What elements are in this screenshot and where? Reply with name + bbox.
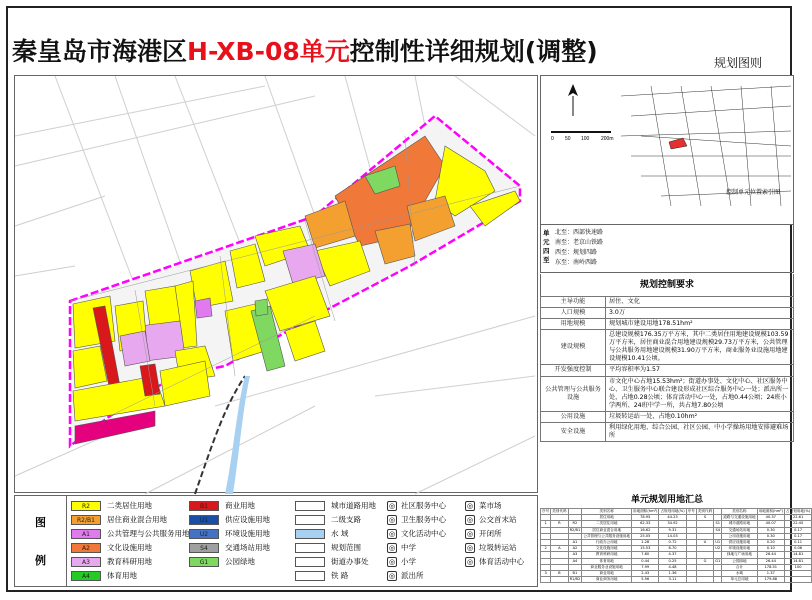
- scale-label-3: 200m: [601, 136, 614, 142]
- summary-cell: 0.25: [659, 558, 686, 564]
- unit-boundaries: [540, 225, 794, 273]
- legend-label: 环境设施用地: [225, 529, 270, 538]
- summary-cell: 9.31: [659, 527, 686, 533]
- legend-label: 规划范围: [331, 543, 361, 552]
- summary-cell: 0.11: [785, 540, 812, 546]
- summary-cell: 环境设施用地: [722, 546, 757, 552]
- summary-cell: 22.61: [785, 515, 812, 521]
- requirement-key: 开发强度控制: [541, 365, 606, 376]
- legend-label: 水 域: [331, 529, 349, 538]
- requirement-row: [541, 319, 794, 330]
- summary-cell: 1.37: [757, 571, 784, 577]
- summary-cell: 0.20: [757, 540, 784, 546]
- summary-cell: 用地面积(hm²): [633, 509, 658, 513]
- summary-cell: [714, 577, 722, 583]
- scale-label-2: 100: [581, 136, 590, 142]
- legend-swatch: [295, 557, 325, 567]
- requirement-value: 规划城市建设用地178.51hm²: [606, 319, 794, 330]
- summary-cell: 7.80: [632, 552, 659, 558]
- summary-cell: 25.05: [632, 533, 659, 539]
- legend-label: 城市道路用地: [331, 501, 376, 510]
- summary-cell: A1: [568, 540, 582, 546]
- summary-cell: S4: [715, 527, 721, 532]
- summary-cell: 水域: [722, 571, 757, 577]
- title-prefix: 秦皇岛市海港区: [12, 37, 188, 66]
- requirement-value: 居住、文化: [606, 297, 794, 308]
- title-highlight: H-XB-08单元: [187, 37, 350, 66]
- requirements-table: [540, 296, 794, 442]
- boundary-east: 东至：南岭西路: [555, 259, 598, 266]
- summary-cell: 居住商业混合用地: [582, 527, 632, 533]
- facility-symbol-icon: ◎: [388, 572, 396, 580]
- summary-cell: R1/B2: [569, 577, 581, 582]
- summary-cell: 序号: [542, 509, 550, 513]
- summary-cell: R: [551, 521, 568, 527]
- summary-cell: 1: [541, 521, 551, 527]
- summary-cell: 0.06: [785, 546, 812, 552]
- summary-cell: 0.17: [785, 533, 812, 539]
- requirement-key: 建设规模: [541, 330, 606, 365]
- facility-symbol-icon: ◎: [466, 530, 474, 538]
- summary-cell: 2: [541, 546, 551, 552]
- summary-cell: 绿地与广场用地: [722, 552, 757, 558]
- summary-cell: 行政办公用地: [582, 540, 632, 546]
- summary-cell: 4.48: [659, 564, 686, 570]
- summary-cell: 道路与交通设施用地: [723, 515, 756, 520]
- facility-label: 菜市场: [479, 501, 502, 510]
- requirement-row: [541, 297, 794, 308]
- summary-cell: 0.30: [757, 527, 784, 533]
- unit-location-marker: [669, 138, 687, 149]
- summary-cell: 26.44: [757, 558, 784, 564]
- legend-swatch: A3: [71, 557, 101, 567]
- requirement-key: 公用设施: [541, 411, 606, 422]
- parcel-r2[interactable]: [145, 286, 180, 326]
- summary-cell: 供应设施用地: [722, 540, 757, 546]
- summary-cell: [785, 577, 812, 583]
- requirement-row: [541, 422, 794, 441]
- boundary-south: 南至：老京山铁路: [555, 239, 604, 246]
- summary-cell: 商业商务用地: [582, 577, 632, 583]
- facility-symbol-icon: ◎: [388, 558, 396, 566]
- legend-swatch: S4: [189, 543, 219, 553]
- facility-label: 中学: [401, 543, 416, 552]
- legend-label: 街道办事处: [331, 557, 369, 566]
- facility-label: 开闭所: [479, 529, 502, 538]
- summary-cell: 商业用地: [582, 571, 632, 577]
- summary-cell: 序号: [687, 509, 695, 513]
- requirement-key: 人口规模: [541, 308, 606, 319]
- summary-cell: 14.03: [659, 533, 686, 539]
- title-suffix: 控制性详细规划(调整): [349, 37, 598, 66]
- requirement-key: 公共管理与公共服务设施: [541, 376, 606, 411]
- legend-swatch: [295, 501, 325, 511]
- legend-side-bottom: 例: [35, 554, 46, 567]
- summary-cell: 教育科研用地: [582, 552, 632, 558]
- summary-cell: G: [696, 558, 713, 564]
- facility-label: 垃圾转运站: [479, 543, 517, 552]
- parcel-a3-school[interactable]: [120, 331, 150, 366]
- requirement-value: 市文化中心占地15.53hm²；街道办事处、文化中心、社区服务中心、卫生服务中心联合建设形成社区综合服务中心一处；派出所一处，占地0.28公顷；体育活动中心一处，占地0.44公顷；24班小学两所、24班中学一所，共占地7.80公顷: [606, 376, 794, 411]
- summary-cell: U: [696, 540, 713, 546]
- legend: [14, 495, 538, 587]
- legend-swatch: A2: [71, 543, 101, 553]
- legend-label: 教育科研用地: [107, 557, 152, 566]
- summary-cell: 类别代码: [552, 509, 567, 513]
- legend-label: 铁 路: [331, 571, 349, 580]
- summary-cell: 居住用地: [582, 515, 632, 521]
- summary-cell: B: [551, 571, 568, 577]
- legend-label: 居住商业混合用地: [107, 515, 167, 524]
- legend-swatch: [295, 529, 325, 539]
- summary-cell: 14.81: [785, 558, 812, 564]
- requirement-value: 平均容积率为1.57: [606, 365, 794, 376]
- summary-cell: U2: [715, 546, 721, 551]
- requirement-key: 安全设施: [541, 422, 606, 441]
- requirement-value: 总建设规模176.35万平方米，其中二类居住用地建设规模103.59万平方米，居住商业混合用地建设规模29.73万平方米，公共管理与公共服务用地建设规模31.90万平方米，商业服务业设施用地建设规模10.41公顷。: [606, 330, 794, 365]
- legend-swatch: [295, 543, 325, 553]
- requirement-value: 利用绿化用地、综合公园、社区公园、中小学操场用地安排避难场所: [606, 422, 794, 441]
- summary-cell: [686, 577, 696, 583]
- facility-symbol-icon: ◎: [388, 544, 396, 552]
- summary-cell: 40.37: [757, 515, 784, 521]
- summary-cell: 34.92: [659, 521, 686, 527]
- summary-cell: B1: [568, 571, 582, 577]
- facility-symbol-icon: ◎: [466, 516, 474, 524]
- facility-label: 体育活动中心: [479, 557, 524, 566]
- summary-cell: 商业服务业设施用地: [582, 564, 632, 570]
- summary-cell: A4: [568, 558, 582, 564]
- summary-cell: [551, 577, 568, 583]
- water-body: [225, 376, 250, 494]
- summary-cell: 16.62: [632, 527, 659, 533]
- summary-cell: 44.23: [659, 515, 686, 521]
- facility-symbol-icon: ◎: [388, 530, 396, 538]
- summary-cell: 3.11: [659, 577, 686, 583]
- boundary-west: 西至：规划四路: [555, 249, 598, 256]
- summary-cell: 2.43: [632, 571, 659, 577]
- requirement-row: [541, 376, 794, 411]
- summary-cell: 公共管理与公共服务设施用地: [583, 533, 631, 538]
- summary-cell: 100: [785, 564, 812, 570]
- summary-cell: 占规划用地(%): [660, 509, 685, 513]
- summary-cell: 公园绿地: [722, 558, 757, 564]
- summary-cell: 类别名称: [582, 509, 632, 515]
- legend-label: 二类居住用地: [107, 501, 152, 510]
- summary-cell: A: [551, 546, 568, 552]
- facility-label: 小学: [401, 557, 416, 566]
- requirement-value: 3.0万: [606, 308, 794, 319]
- legend-swatch: B1: [189, 501, 219, 511]
- summary-cell: A2: [568, 546, 582, 552]
- summary-cell: 78.95: [632, 515, 659, 521]
- scale-label-1: 50: [565, 136, 571, 142]
- legend-swatch: A4: [71, 571, 101, 581]
- summary-cell: 179.88: [757, 577, 784, 583]
- summary-cell: [541, 577, 551, 583]
- summary-cell: 合计: [722, 564, 757, 570]
- summary-cell: 14.81: [785, 552, 812, 558]
- legend-label: 二级支路: [331, 515, 361, 524]
- summary-cell: 62.33: [632, 521, 659, 527]
- summary-cell: 单元总用地: [722, 577, 757, 583]
- summary-cell: U1: [715, 540, 721, 545]
- legend-label: 文化设施用地: [107, 543, 152, 552]
- summary-cell: 5.56: [632, 577, 659, 583]
- plan-map-svg: [15, 76, 539, 494]
- legend-swatch: [295, 515, 325, 525]
- boundaries-side-label: 单元四至: [543, 229, 550, 264]
- summary-cell: 0.17: [785, 527, 812, 533]
- legend-swatch: R2: [71, 501, 101, 511]
- summary-cell: S: [696, 515, 713, 521]
- parcel-g1-park[interactable]: [255, 299, 268, 316]
- summary-cell: 城市道路用地: [722, 521, 757, 527]
- summary-cell: S1: [715, 521, 721, 526]
- legend-side: [15, 496, 67, 586]
- summary-cell: 0.72: [659, 540, 686, 546]
- requirement-key: 用地规模: [541, 319, 606, 330]
- summary-cell: 占规划用地(%): [786, 509, 811, 513]
- parcel-a1-admin[interactable]: [195, 298, 212, 318]
- legend-label: 体育用地: [107, 571, 137, 580]
- requirement-row: [541, 411, 794, 422]
- requirement-row: [541, 365, 794, 376]
- facility-symbol-icon: ◎: [388, 516, 396, 524]
- summary-cell: 用地面积(hm²): [758, 509, 784, 513]
- requirement-key: 主导功能: [541, 297, 606, 308]
- scale-label-0: 0: [551, 136, 554, 142]
- facility-label: 公交首末站: [479, 515, 517, 524]
- summary-cell: 15.53: [632, 546, 659, 552]
- legend-label: 商业用地: [225, 501, 255, 510]
- summary-cell: A3: [568, 552, 582, 558]
- info-panel: [540, 75, 811, 585]
- legend-swatch: G1: [189, 557, 219, 567]
- boundary-north: 北至：西部快速路: [555, 229, 604, 236]
- summary-cell: 0.44: [632, 558, 659, 564]
- requirement-value: 垃圾转运站一处，占地0.10hm²: [606, 411, 794, 422]
- summary-cell: 4.37: [659, 552, 686, 558]
- summary-cell: 交通场站用地: [722, 527, 757, 533]
- facility-label: 派出所: [401, 571, 424, 580]
- facility-label: 社区服务中心: [401, 501, 446, 510]
- summary-cell: 体育用地: [582, 558, 632, 564]
- facility-symbol-icon: ◎: [466, 558, 474, 566]
- requirement-row: [541, 330, 794, 365]
- legend-side-top: 图: [35, 516, 46, 529]
- summary-cell: 0.30: [757, 533, 784, 539]
- legend-swatch: A1: [71, 529, 101, 539]
- requirements-title: 规划控制要求: [540, 274, 794, 296]
- inset-caption: 控制单元位置索引图: [726, 190, 781, 196]
- summary-cell: 22.45: [785, 521, 812, 527]
- legend-swatch: [295, 571, 325, 581]
- inset-roads: [621, 86, 791, 206]
- summary-cell: 178.51: [757, 564, 784, 570]
- summary-cell: 二类居住用地: [582, 521, 632, 527]
- summary-cell: 文化设施用地: [582, 546, 632, 552]
- facility-label: 卫生服务中心: [401, 515, 446, 524]
- facility-symbol-icon: ◎: [388, 502, 396, 510]
- summary-cell: 7.99: [632, 564, 659, 570]
- summary-cell: [696, 577, 713, 583]
- summary-cell: 0.10: [757, 546, 784, 552]
- page-title: [12, 32, 598, 68]
- summary-cell: 1.36: [659, 571, 686, 577]
- land-summary-table: [540, 508, 812, 583]
- summary-cell: 类别代码: [697, 509, 713, 513]
- compass-icon: [568, 84, 578, 116]
- requirement-row: [541, 308, 794, 319]
- legend-label: 公共管理与公共服务用地: [107, 529, 190, 538]
- summary-cell: R2/B1: [569, 527, 581, 532]
- summary-cell: 40.07: [757, 521, 784, 527]
- summary-cell: 8.70: [659, 546, 686, 552]
- summary-cell: 公用设施用地: [722, 533, 757, 539]
- location-inset-map[interactable]: [540, 75, 794, 225]
- facility-symbol-icon: ◎: [466, 544, 474, 552]
- legend-label: 供应设施用地: [225, 515, 270, 524]
- legend-swatch: U1: [189, 515, 219, 525]
- summary-title: 单元规划用地汇总: [630, 495, 703, 505]
- page-subtitle: 规划图则: [714, 56, 763, 70]
- legend-label: 公园绿地: [225, 557, 255, 566]
- summary-cell: R2: [568, 521, 582, 527]
- summary-cell: 26.44: [757, 552, 784, 558]
- legend-label: 交通场站用地: [225, 543, 270, 552]
- facility-label: 文化活动中心: [401, 529, 446, 538]
- facility-symbol-icon: ◎: [466, 502, 474, 510]
- summary-cell: G1: [715, 558, 721, 563]
- summary-cell: 1.28: [632, 540, 659, 546]
- legend-swatch: R2/B1: [71, 515, 101, 525]
- summary-cell: 类别名称: [722, 509, 757, 515]
- summary-cell: 3: [541, 571, 551, 577]
- inset-svg: [541, 76, 795, 226]
- plan-map[interactable]: [14, 75, 538, 493]
- legend-swatch: U2: [189, 529, 219, 539]
- summary-row: [541, 577, 812, 583]
